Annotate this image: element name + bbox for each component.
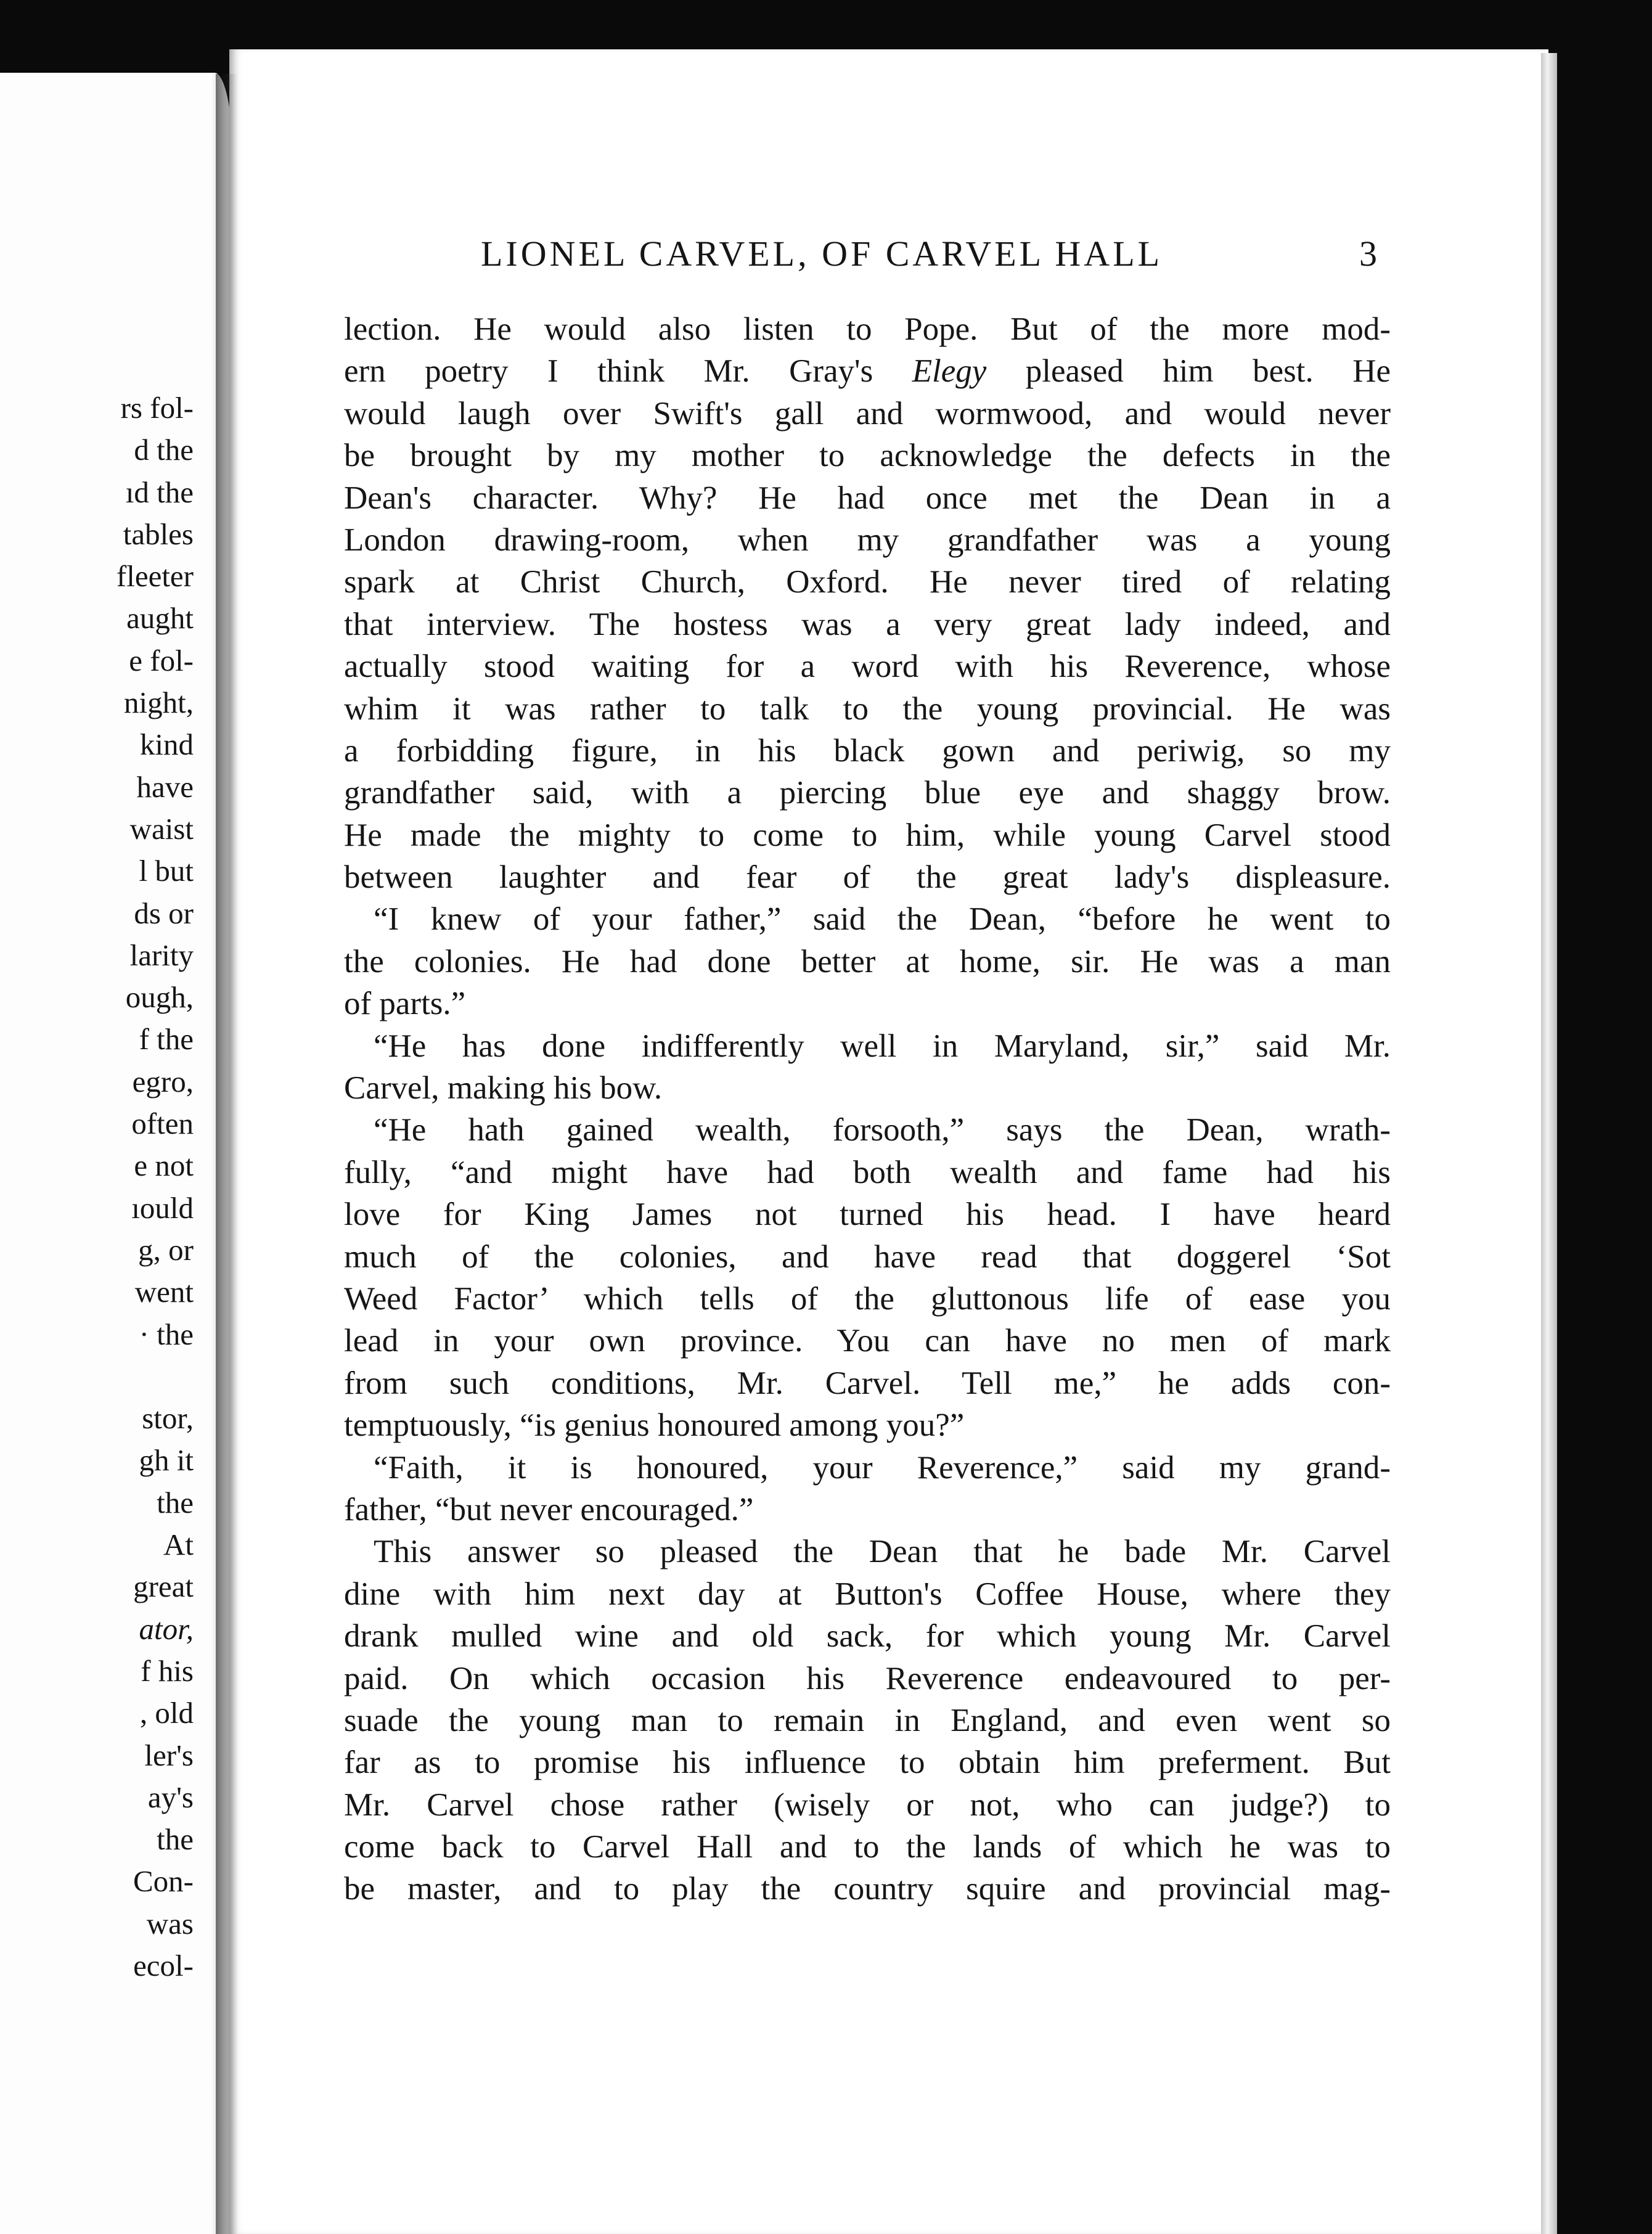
left-page-line: have bbox=[136, 769, 194, 804]
text-line: the colonies. He had done better at home, sir. He was a man bbox=[344, 943, 1391, 980]
text-line: temptuously, “is genius honoured among you?” bbox=[344, 1407, 965, 1444]
text-line: a forbidding figure, in his black gown and periwig, so my bbox=[344, 732, 1391, 769]
left-page-line: stor, bbox=[142, 1401, 194, 1436]
left-page-line: , old bbox=[139, 1696, 194, 1730]
text-line: come back to Carvel Hall and to the lands of which he was to bbox=[344, 1829, 1391, 1865]
body-text bbox=[344, 308, 1391, 1910]
text-line: This answer so pleased the Dean that he bade Mr. Carvel bbox=[374, 1534, 1391, 1570]
text-line: far as to promise his influence to obtain him preferment. But bbox=[344, 1745, 1391, 1781]
left-page-line: was bbox=[146, 1906, 194, 1941]
left-page-line: tables bbox=[123, 517, 194, 551]
left-page-line: the bbox=[157, 1822, 194, 1857]
text-line: dine with him next day at Button's Coffee House, where they bbox=[344, 1576, 1391, 1612]
left-page-line: often bbox=[131, 1107, 194, 1141]
left-page-line: fleeter bbox=[116, 559, 194, 594]
text-line: fully, “and might have had both wealth and fame had his bbox=[344, 1154, 1391, 1190]
left-page-line: kind bbox=[139, 727, 194, 762]
left-page-line: g, or bbox=[138, 1232, 194, 1267]
left-page-line: Con- bbox=[133, 1864, 194, 1899]
text-line: love for King James not turned his head. I have heard bbox=[344, 1197, 1391, 1233]
left-page-line: aught bbox=[126, 601, 194, 636]
text-line: grandfather said, with a piercing blue eye and shaggy brow. bbox=[344, 775, 1391, 811]
text-line: be brought by my mother to acknowledge the defects in the bbox=[344, 438, 1391, 474]
text-line: much of the colonies, and have read that doggerel ‘Sot bbox=[344, 1238, 1391, 1275]
text-line: be master, and to play the country squire and provincial mag- bbox=[344, 1871, 1391, 1907]
text-line: from such conditions, Mr. Carvel. Tell me,” he adds con- bbox=[344, 1365, 1391, 1401]
text-line: He made the mighty to come to him, while young Carvel stood bbox=[344, 817, 1391, 853]
left-facing-page bbox=[0, 73, 233, 2234]
text-line: between laughter and fear of the great lady's displeasure. bbox=[344, 859, 1391, 896]
text-line: “Faith, it is honoured, your Reverence,” said my grand- bbox=[374, 1449, 1391, 1486]
left-page-line: ator, bbox=[139, 1611, 194, 1646]
left-page-line: e fol- bbox=[129, 643, 194, 677]
text-line: “He has done indifferently well in Maryland, sir,” said Mr. bbox=[374, 1028, 1391, 1064]
left-page-line: waist bbox=[129, 811, 194, 846]
text-line: that interview. The hostess was a very great lady indeed, and bbox=[344, 606, 1391, 642]
left-page-line: ough, bbox=[125, 980, 194, 1015]
text-line: Mr. Carvel chose rather (wisely or not, who can judge?) to bbox=[344, 1786, 1391, 1823]
left-page-line: e not bbox=[134, 1148, 194, 1183]
text-line: paid. On which occasion his Reverence endeavoured to per- bbox=[344, 1660, 1391, 1696]
left-page-line: ler's bbox=[144, 1738, 194, 1772]
left-page-line: · the bbox=[139, 1317, 194, 1351]
left-page-line: ay's bbox=[147, 1780, 194, 1814]
text-line: lead in your own province. You can have no men of mark bbox=[344, 1323, 1391, 1359]
left-page-line: rs fol- bbox=[120, 391, 194, 425]
text-line: Weed Factor’ which tells of the gluttonous life of ease you bbox=[344, 1280, 1391, 1317]
page-stack-edge bbox=[1541, 53, 1557, 2234]
left-page-line: went bbox=[134, 1275, 194, 1309]
page-number: 3 bbox=[1359, 234, 1377, 274]
left-page-line: ıould bbox=[131, 1190, 194, 1225]
left-page-line: night, bbox=[124, 685, 194, 720]
left-page-line: larity bbox=[129, 938, 194, 972]
text-line: ern poetry I think Mr. Gray's Elegy pleased him best. He bbox=[344, 353, 1391, 390]
text-line: of parts.” bbox=[344, 986, 466, 1022]
text-line: Carvel, making his bow. bbox=[344, 1070, 663, 1107]
left-page-line: great bbox=[133, 1569, 194, 1604]
text-line: “He hath gained wealth, forsooth,” says the Dean, wrath- bbox=[374, 1112, 1391, 1148]
left-page-line: f the bbox=[139, 1022, 194, 1057]
left-page-line: egro, bbox=[132, 1064, 194, 1099]
text-line: lection. He would also listen to Pope. But of the more mod- bbox=[344, 311, 1391, 347]
left-page-line: At bbox=[163, 1528, 194, 1562]
text-line: drank mulled wine and old sack, for which young Mr. Carvel bbox=[344, 1618, 1391, 1655]
text-line: “I knew of your father,” said the Dean, “before he went to bbox=[374, 901, 1391, 938]
left-page-line: gh it bbox=[139, 1443, 194, 1478]
text-line: would laugh over Swift's gall and wormwood, and would never bbox=[344, 395, 1391, 432]
spine-shadow bbox=[216, 74, 238, 2234]
text-line: suade the young man to remain in England, and even went so bbox=[344, 1702, 1391, 1738]
left-page-text bbox=[0, 387, 194, 1987]
left-page-line: d the bbox=[134, 433, 194, 467]
left-page-line: ıd the bbox=[125, 475, 194, 509]
text-line: actually stood waiting for a word with his Reverence, whose bbox=[344, 649, 1391, 685]
running-head-title: LIONEL CARVEL, OF CARVEL HALL bbox=[481, 234, 1163, 274]
text-line: whim it was rather to talk to the young provincial. He was bbox=[344, 690, 1391, 727]
left-page-line: ds or bbox=[134, 896, 194, 930]
left-page-line: ecol- bbox=[133, 1948, 194, 1982]
text-line: father, “but never encouraged.” bbox=[344, 1491, 754, 1528]
left-page-line: l but bbox=[139, 854, 194, 888]
left-page-line bbox=[0, 1356, 194, 1397]
running-head bbox=[481, 233, 1377, 276]
text-line: spark at Christ Church, Oxford. He never tired of relating bbox=[344, 564, 1391, 600]
left-page-line: f his bbox=[141, 1653, 194, 1688]
text-line: London drawing-room, when my grandfather was a young bbox=[344, 522, 1391, 558]
text-line: Dean's character. Why? He had once met the Dean in a bbox=[344, 480, 1391, 516]
italic-title: Elegy bbox=[912, 353, 987, 390]
left-page-line: the bbox=[157, 1485, 194, 1520]
